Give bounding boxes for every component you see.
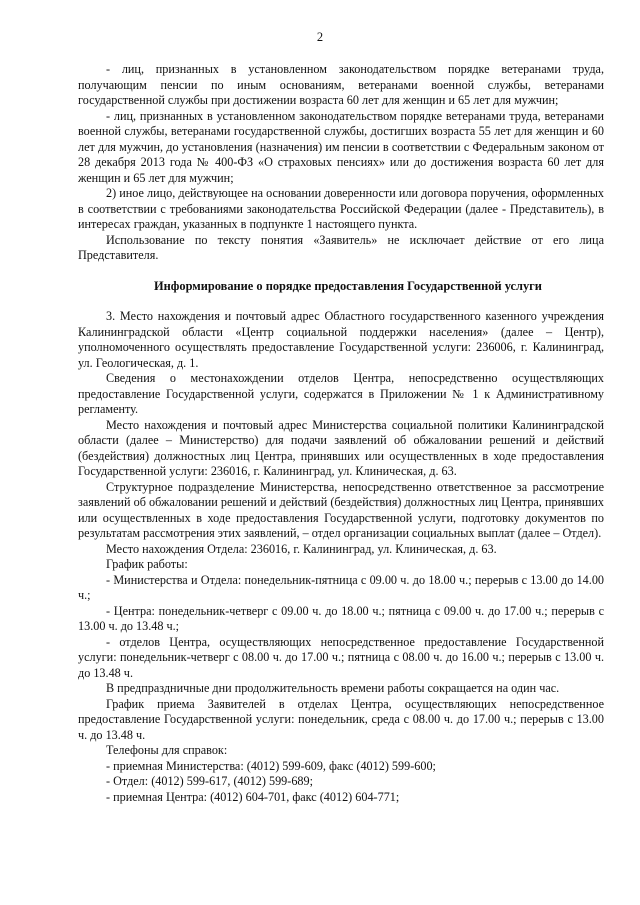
paragraph-holiday-note: В предпраздничные дни продолжительность времени работы сокращается на один час.	[106, 681, 560, 695]
paragraph-structural-division: Структурное подразделение Министерства, непосредственно ответственное за рассмотрение заявлений об обжаловании решений и действий (бездействия) должностных лиц Центра, принявших или осуществленных в ходе предоставления Государственной услуги, подготовку документов по результатам рассмотрения этих заявлений, – отдел организации социальных выплат (далее – Отдел).	[78, 479, 604, 540]
paragraph-reception-schedule: График приема Заявителей в отделах Центра, осуществляющих непосредственное предоставление Государственной услуги: понедельник, среда с 08.00 ч. до 17.00 ч.; перерыв с 13.00 ч. до 13.48 ч.	[78, 696, 604, 742]
paragraph-representative: 2) иное лицо, действующее на основании доверенности или договора поручения, оформленных в соответствии с требованиями законодательства Российской Федерации (далее - Представитель), в интересах граждан, указанных в подпункте 1 настоящего пункта.	[78, 186, 604, 231]
paragraph-department-location: Место нахождения Отдела: 236016, г. Калининград, ул. Клиническая, д. 63.	[106, 541, 497, 556]
page-number: 2	[316, 30, 324, 44]
spacer	[78, 294, 604, 309]
paragraph-ministry-address: Место нахождения и почтовый адрес Министерства социальной политики Калининградской области (далее – Министерство) для подачи заявлений об обжаловании решений и действий (бездействия) должностных лиц Центра, принявших или осуществленных в ходе предоставления Государственной услуги: 236016, г. Калининград, ул. Клиническая, д. 63.	[78, 417, 604, 478]
paragraph-phone-department: - Отдел: (4012) 599-617, (4012) 599-689;	[106, 774, 313, 788]
paragraph-schedule-departments: - отделов Центра, осуществляющих непосредственное предоставление Государственной услуги: понедельник-четверг с 08.00 ч. до 17.00 ч.; пятница с 08.00 ч. до 16.00 ч.; перерыв с 13.00 ч. до 13.48 ч.	[78, 634, 604, 680]
paragraph-schedule-ministry: - Министерства и Отдела: понедельник-пятница с 09.00 ч. до 18.00 ч.; перерыв с 13.00 до 14.00 ч.;	[78, 572, 604, 602]
spacer	[78, 264, 604, 279]
paragraph-phone-center: - приемная Центра: (4012) 604-701, факс (4012) 604-771;	[106, 789, 400, 804]
paragraph-phone-ministry: - приемная Министерства: (4012) 599-609, факс (4012) 599-600;	[106, 758, 436, 773]
paragraph-schedule-title: График работы:	[106, 557, 188, 571]
document-body	[78, 62, 604, 805]
paragraph-applicant-term: Использование по тексту понятия «Заявитель» не исключает действие от его лица Представителя.	[78, 232, 604, 262]
paragraph-center-address: 3. Место нахождения и почтовый адрес Областного государственного казенного учреждения Калининградской области «Центр социальной поддержки населения» (далее – Центр), уполномоченного осуществлять предоставление Государственной услуги: 236006, г. Калининград, ул. Геологическая, д. 1.	[78, 309, 604, 370]
paragraph-phones-title: Телефоны для справок:	[106, 743, 228, 757]
paragraph-schedule-center: - Центра: понедельник-четверг с 09.00 ч. до 18.00 ч.; пятница с 09.00 ч. до 17.00 ч.; перерыв с 13.00 ч. до 13.48 ч.;	[78, 603, 604, 633]
section-heading: Информирование о порядке предоставления Государственной услуги	[154, 278, 542, 293]
paragraph-veterans-before-pension: - лиц, признанных в установленном законодательством порядке ветеранами труда, ветеранами военной службы, ветеранами государственной службы, достигших возраста 55 лет для женщин и 60 лет для мужчин, до установления (назначения) им пенсии в соответствии с Федеральным законом от 28 декабря 2013 года № 400-ФЗ «О страховых пенсиях» или до достижения возраста 60 лет для женщин и 65 лет для мужчин;	[78, 108, 604, 185]
paragraph-departments-info: Сведения о местонахождении отделов Центра, непосредственно осуществляющих предоставление Государственной услуги, содержатся в Приложении № 1 к Административному регламенту.	[78, 371, 604, 416]
paragraph-veterans-pension: - лиц, признанных в установленном законодательством порядке ветеранами труда, получающим пенсии по иным основаниям, ветеранами военной службы, ветеранами государственной службы при достижении возраста 60 лет для женщин и 65 лет для мужчин;	[78, 62, 604, 107]
